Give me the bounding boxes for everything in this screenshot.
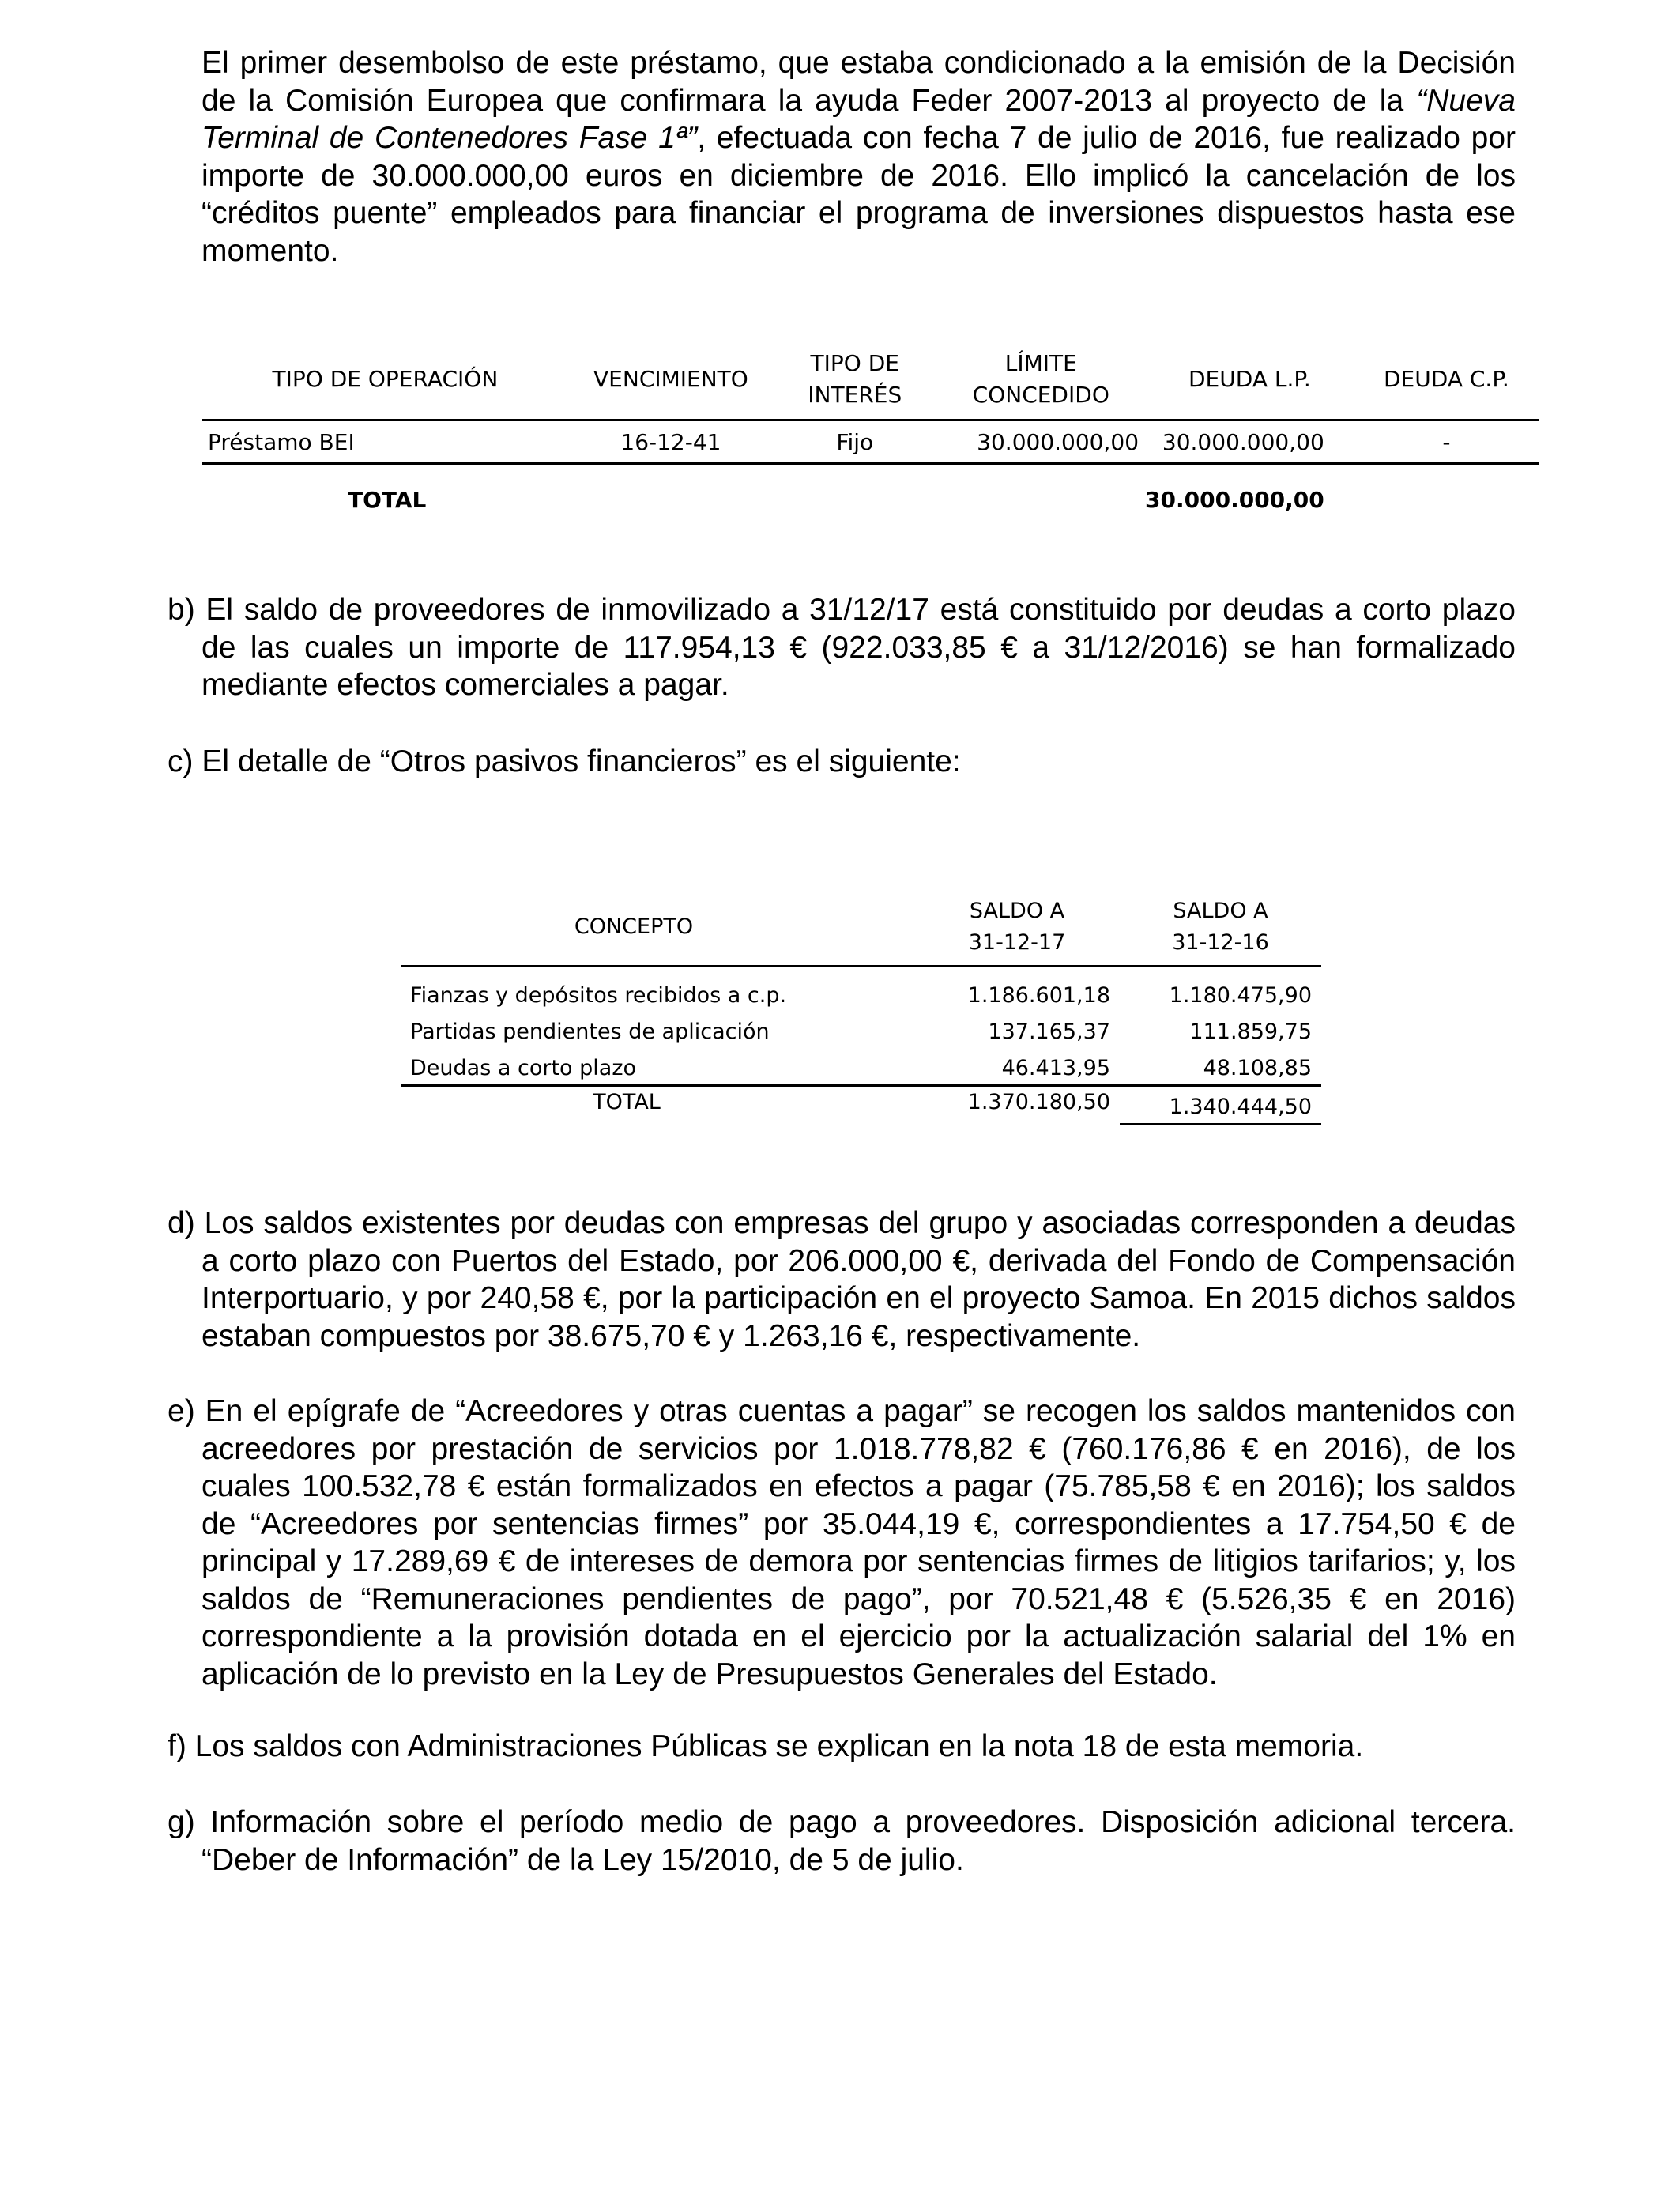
cell-limite: 30.000.000,00 <box>936 420 1145 464</box>
paragraph-a-start: El primer desembolso de este préstamo, que estaba condicionado a la emisión de la Decisión de la Comisión Europea que confirmara la ayuda Feder 2007-2013 al proyecto de la <box>202 46 1516 118</box>
header-limite-line2: CONCEDIDO <box>972 382 1109 408</box>
header-tipo-interes <box>773 340 936 420</box>
cell-saldo-16: 1.180.475,90 <box>1169 983 1312 1008</box>
cell-tipo-interes: Fijo <box>773 420 936 464</box>
paragraph-loan-disbursement <box>202 44 1516 270</box>
paragraph-f: f) Los saldos con Administraciones Públicas se explican en la nota 18 de esta memoria. <box>168 1729 1364 1763</box>
header-concepto: CONCEPTO <box>401 889 914 967</box>
header-limite-line1: LÍMITE <box>1004 350 1077 376</box>
paragraph-a-end: , efectuada con fecha 7 de julio de 2016, fue realizado por importe de 30.000.000,00 euros en diciembre de 2016. Ello implicó la cancelación de los “créditos puente” empleados para financiar el programa de inversiones dispuestos hasta ese momento. <box>202 121 1516 268</box>
cell-deuda-cp: - <box>1354 420 1539 464</box>
cell-saldo-17: 46.413,95 <box>1001 1056 1110 1080</box>
cell-saldo-17: 137.165,37 <box>988 1020 1110 1044</box>
total-deuda-lp: 30.000.000,00 <box>1145 486 1324 513</box>
cell-concepto: Partidas pendientes de aplicación <box>410 1020 770 1044</box>
cell-tipo-operacion: Préstamo BEI <box>202 420 569 464</box>
cell-concepto: Fianzas y depósitos recibidos a c.p. <box>410 983 787 1008</box>
table-row <box>401 967 1321 1012</box>
header-limite <box>936 340 1145 420</box>
total-saldo-17: 1.370.180,50 <box>914 1086 1120 1125</box>
cell-saldo-17: 1.186.601,18 <box>967 983 1110 1008</box>
table-row <box>401 1048 1321 1086</box>
paragraph-c: c) El detalle de “Otros pasivos financieros” es el siguiente: <box>168 745 961 778</box>
paragraph-g: g) Información sobre el período medio de pago a proveedores. Disposición adicional tercera. “Deber de Información” de la Ley 15/2010, de 5 de julio. <box>168 1805 1516 1877</box>
header-saldo-16 <box>1120 889 1321 967</box>
header-saldo-16-line1: SALDO A <box>1173 899 1268 923</box>
paragraph-a-project-name: “Nueva Terminal de Contenedores Fase 1ª” <box>202 83 1516 155</box>
total-label: TOTAL <box>348 486 427 513</box>
liabilities-table-total-row <box>401 1086 1321 1125</box>
header-saldo-16-line2: 31-12-16 <box>1172 930 1269 955</box>
header-tipo-operacion: TIPO DE OPERACIÓN <box>202 340 569 420</box>
paragraph-e: e) En el epígrafe de “Acreedores y otras cuentas a pagar” se recogen los saldos mantenidos con acreedores por prestación de servicios por 1.018.778,82 € (760.176,86 € en 2016), de los cuales 100.532,78 € están formalizados en efectos a pagar (75.785,58 € en 2016); los saldos de “Acreedores por sentencias firmes” por 35.044,19 €, correspondientes a 17.754,50 € de principal y 17.289,69 € de intereses de demora por sentencias firmes de litigios tarifarios; y, los saldos de “Remuneraciones pendientes de pago”, por 70.521,48 € (5.526,35 € en 2016) correspondiente a la provisión dotada en el ejercicio por la actualización salarial del 1% en aplicación de lo previsto en la Ley de Presupuestos Generales del Estado. <box>168 1394 1516 1691</box>
header-vencimiento: VENCIMIENTO <box>569 340 773 420</box>
loan-table-total-row <box>202 464 1539 535</box>
header-saldo-17 <box>914 889 1120 967</box>
paragraph-d: d) Los saldos existentes por deudas con empresas del grupo y asociadas corresponden a deudas a corto plazo con Puertos del Estado, por 206.000,00 €, derivada del Fondo de Compensación Interportuario, y por 240,58 €, por la participación en el proyecto Samoa. En 2015 dichos saldos estaban compuestos por 38.675,70 € y 1.263,16 €, respectivamente. <box>168 1206 1516 1353</box>
paragraph-b: b) El saldo de proveedores de inmovilizado a 31/12/17 está constituido por deudas a corto plazo de las cuales un importe de 117.954,13 € (922.033,85 € a 31/12/2016) se han formalizado mediante efectos comerciales a pagar. <box>168 593 1516 702</box>
cell-saldo-16: 48.108,85 <box>1203 1056 1312 1080</box>
header-saldo-17-line2: 31-12-17 <box>968 930 1066 955</box>
header-tipo-interes-line1: TIPO DE <box>810 350 899 376</box>
total-saldo-16: 1.340.444,50 <box>1120 1086 1321 1125</box>
liabilities-table-header <box>401 889 1321 967</box>
table-row <box>202 420 1539 464</box>
loan-table-header <box>202 340 1539 420</box>
cell-vencimiento: 16-12-41 <box>569 420 773 464</box>
liabilities-table <box>401 889 1321 1125</box>
cell-deuda-lp: 30.000.000,00 <box>1145 420 1354 464</box>
cell-concepto: Deudas a corto plazo <box>410 1056 637 1080</box>
table-row <box>401 1012 1321 1048</box>
header-deuda-lp: DEUDA L.P. <box>1145 340 1354 420</box>
header-deuda-cp: DEUDA C.P. <box>1354 340 1539 420</box>
loan-table <box>202 340 1539 534</box>
total-label: TOTAL <box>401 1086 914 1125</box>
header-tipo-interes-line2: INTERÉS <box>808 382 902 408</box>
header-saldo-17-line1: SALDO A <box>969 899 1065 923</box>
cell-saldo-16: 111.859,75 <box>1189 1020 1312 1044</box>
